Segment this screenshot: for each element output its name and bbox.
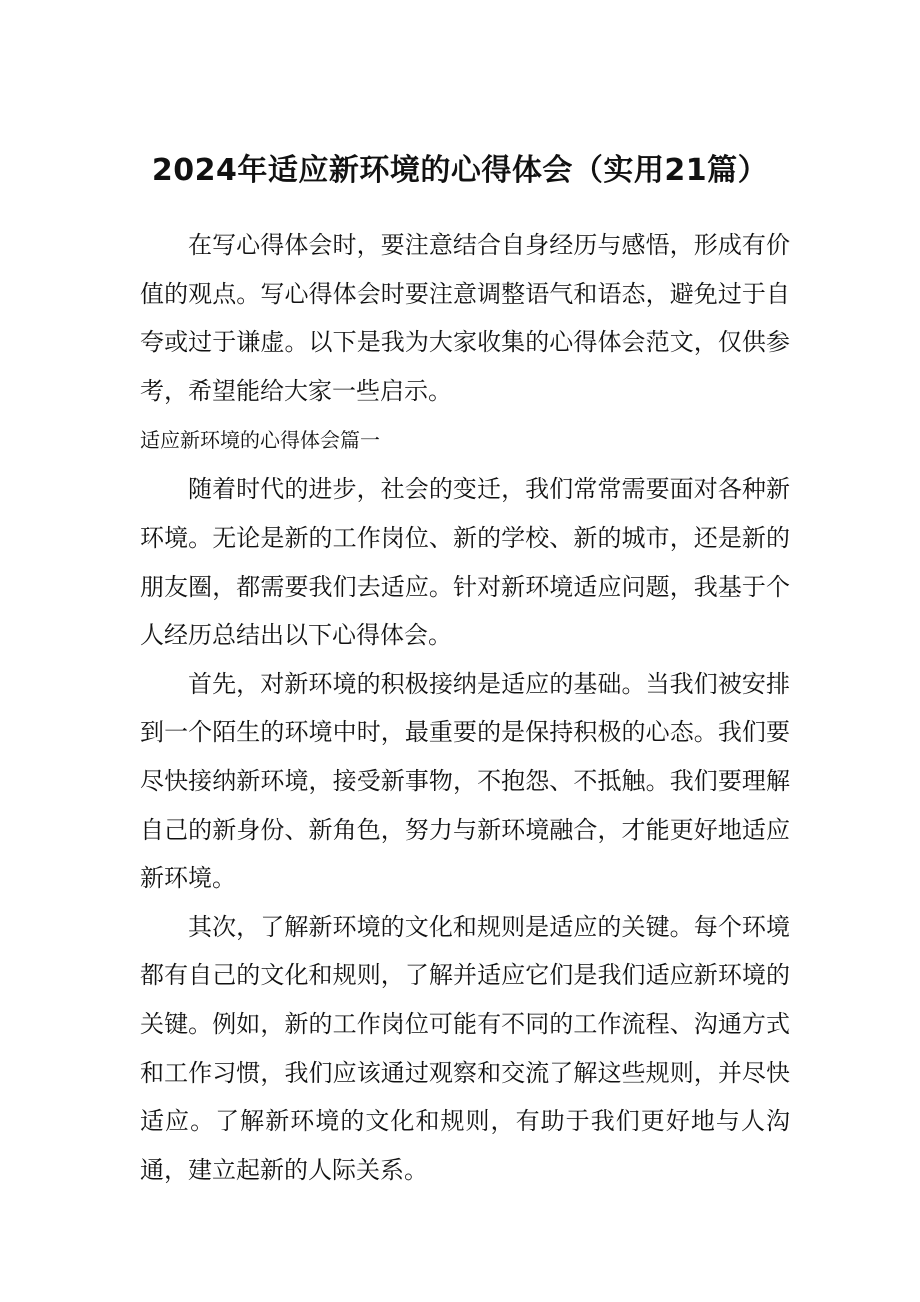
body-paragraph-3: 其次，了解新环境的文化和规则是适应的关键。每个环境都有自己的文化和规则，了解并适应它们是我们适应新环境的关键。例如，新的工作岗位可能有不同的工作流程、沟通方式和工作习惯，我们应该通过观察和交流了解这些规则，并尽快适应。了解新环境的文化和规则，有助于我们更好地与人沟通，建立起新的人际关系。 [140,912,790,1184]
document-title: 2024年适应新环境的心得体会（实用21篇） [151,153,769,188]
body-paragraph-1: 随着时代的进步，社会的变迁，我们常常需要面对各种新环境。无论是新的工作岗位、新的学校、新的城市，还是新的朋友圈，都需要我们去适应。针对新环境适应问题，我基于个人经历总结出以下心得体会。 [140,475,790,650]
document-body [140,221,790,1194]
section-heading: 适应新环境的心得体会篇一 [140,428,380,453]
intro-paragraph: 在写心得体会时，要注意结合自身经历与感悟，形成有价值的观点。写心得体会时要注意调整语气和语态，避免过于自夸或过于谦虚。以下是我为大家收集的心得体会范文，仅供参考，希望能给大家一些启示。 [140,231,790,405]
body-paragraph-2: 首先，对新环境的积极接纳是适应的基础。当我们被安排到一个陌生的环境中时，最重要的是保持积极的心态。我们要尽快接纳新环境，接受新事物，不抱怨、不抵触。我们要理解自己的新身份、新角色，努力与新环境融合，才能更好地适应新环境。 [140,669,790,893]
